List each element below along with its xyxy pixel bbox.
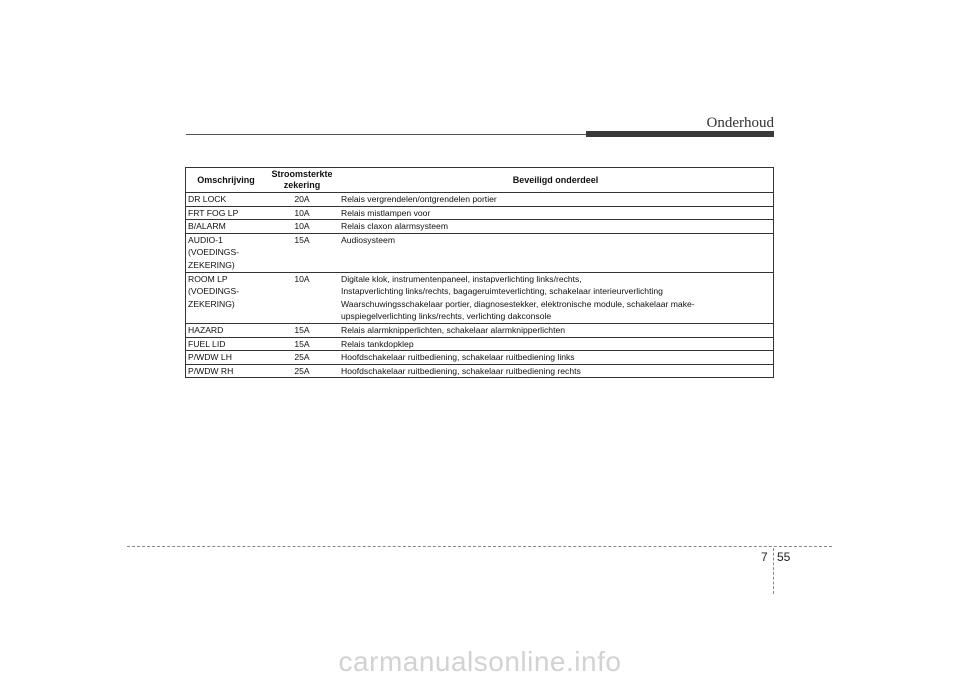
table-row — [186, 220, 774, 234]
footer-divider — [773, 548, 774, 594]
fuse-amperage: 25A — [266, 351, 338, 365]
watermark-text: carmanualsonline.info — [338, 646, 622, 677]
table-row — [186, 193, 774, 207]
column-header-description: Omschrijving — [186, 168, 267, 193]
fuse-name-cell — [186, 220, 267, 234]
fuse-amperage: 25A — [266, 364, 338, 378]
column-header-amperage-line1: Stroomsterkte — [271, 169, 333, 179]
protected-component: Hoofdschakelaar ruitbediening, schakelaar ruitbediening links — [341, 352, 575, 363]
page-number: 55 — [777, 550, 791, 564]
fuse-name-cell — [186, 193, 267, 207]
fuse-name-cell — [186, 323, 267, 337]
fuse-amperage: 10A — [266, 272, 338, 323]
protected-component: Digitale klok, instrumentenpaneel, instapverlichting links/rechts, — [341, 273, 582, 284]
fuse-amperage: 15A — [266, 337, 338, 351]
fuse-name-cell — [186, 351, 267, 365]
chapter-number: 7 — [761, 550, 768, 564]
fuse-table-body — [186, 193, 774, 378]
protected-component-cell — [338, 351, 774, 365]
fuse-name-cell — [186, 337, 267, 351]
column-header-amperage-line2: zekering — [283, 180, 321, 190]
fuse-name: (VOEDINGS- — [188, 286, 240, 297]
fuse-name-cell — [186, 364, 267, 378]
header-rule-accent — [586, 131, 774, 137]
column-header-amperage — [266, 168, 338, 193]
fuse-amperage: 10A — [266, 206, 338, 220]
fuse-amperage: 15A — [266, 323, 338, 337]
protected-component-cell — [338, 323, 774, 337]
protected-component: Relais vergrendelen/ontgrendelen portier — [341, 194, 497, 204]
protected-component: Relais claxon alarmsysteem — [341, 221, 448, 232]
protected-component: Waarschuwingsschakelaar portier, diagnosestekker, elektronische module, schakelaar make- — [341, 298, 695, 309]
header-rule — [186, 134, 586, 135]
table-row — [186, 233, 774, 272]
footer-rule — [127, 546, 832, 547]
protected-component: Relais mistlampen voor — [341, 207, 431, 218]
protected-component: Relais tankdopklep — [341, 338, 414, 349]
fuse-name: ROOM LP — [188, 273, 228, 284]
fuse-table — [185, 167, 774, 378]
table-row — [186, 364, 774, 378]
protected-component-cell — [338, 206, 774, 220]
protected-component: Hoofdschakelaar ruitbediening, schakelaar ruitbediening rechts — [341, 365, 581, 376]
protected-component: Relais alarmknipperlichten, schakelaar alarmknipperlichten — [341, 324, 566, 335]
table-row — [186, 206, 774, 220]
fuse-name: FRT FOG LP — [188, 207, 239, 218]
protected-component-cell — [338, 364, 774, 378]
protected-component: Audiosysteem — [341, 234, 395, 245]
fuse-name: ZEKERING) — [188, 259, 235, 270]
protected-component-cell — [338, 193, 774, 207]
fuse-name: AUDIO-1 — [188, 234, 223, 245]
fuse-name-cell — [186, 233, 267, 272]
protected-component-cell — [338, 233, 774, 272]
fuse-name: FUEL LID — [188, 338, 226, 349]
fuse-name: B/ALARM — [188, 221, 226, 232]
protected-component: upspiegelverlichting links/rechts, verlichting dakconsole — [341, 311, 552, 322]
protected-component-cell — [338, 337, 774, 351]
table-header-row — [186, 168, 774, 193]
fuse-amperage: 10A — [266, 220, 338, 234]
table-row — [186, 337, 774, 351]
fuse-name: HAZARD — [188, 324, 224, 335]
fuse-name: P/WDW RH — [188, 365, 234, 376]
table-row — [186, 272, 774, 323]
fuse-name: P/WDW LH — [188, 352, 232, 363]
fuse-amperage: 20A — [266, 193, 338, 207]
fuse-amperage: 15A — [266, 233, 338, 272]
fuse-name-cell — [186, 272, 267, 323]
table-row — [186, 323, 774, 337]
protected-component-cell — [338, 220, 774, 234]
fuse-name: (VOEDINGS- — [188, 247, 240, 258]
fuse-name: ZEKERING) — [188, 298, 235, 309]
section-title: Onderhoud — [706, 115, 774, 131]
table-row — [186, 351, 774, 365]
fuse-name-cell — [186, 206, 267, 220]
column-header-protected-component: Beveiligd onderdeel — [338, 168, 774, 193]
protected-component-cell — [338, 272, 774, 323]
fuse-name: DR LOCK — [188, 194, 227, 204]
protected-component: Instapverlichting links/rechts, bagageruimteverlichting, schakelaar interieurverlichting — [341, 286, 663, 297]
